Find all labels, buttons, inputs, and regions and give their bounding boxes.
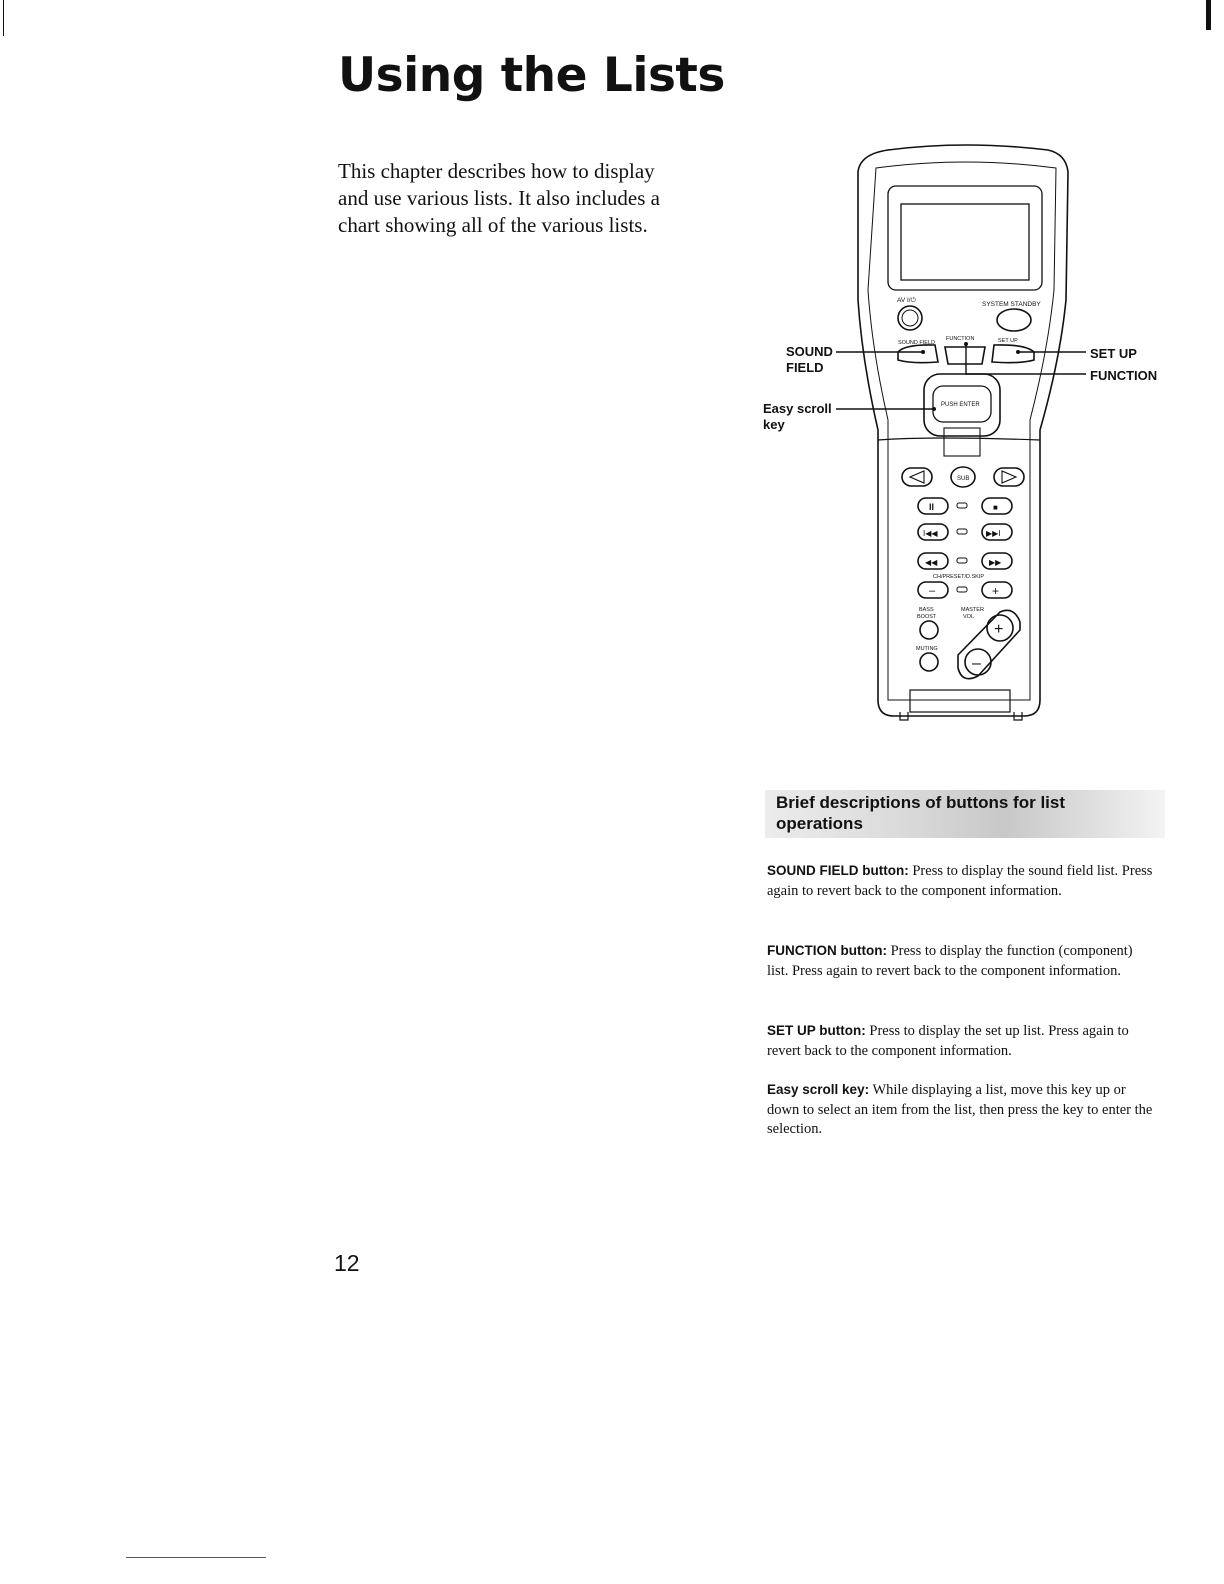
rewind-icon: ◀◀ bbox=[925, 558, 938, 567]
sound-field-description bbox=[767, 861, 1157, 901]
callout-sound-field-line2: FIELD bbox=[786, 360, 824, 375]
push-enter-label: PUSH ENTER bbox=[941, 402, 980, 408]
set-up-small-label: SET UP bbox=[998, 338, 1018, 344]
footer-rule bbox=[126, 1557, 266, 1558]
set-up-button bbox=[992, 345, 1034, 363]
remote-control-illustration bbox=[830, 140, 1170, 730]
callout-sound-field-line1: SOUND bbox=[786, 344, 833, 359]
page-title: Using the Lists bbox=[338, 48, 725, 103]
sound-field-small-label: SOUND FIELD bbox=[898, 340, 935, 346]
sound-field-button bbox=[898, 345, 938, 363]
muting-button bbox=[920, 653, 938, 671]
brief-heading-line2: operations bbox=[776, 814, 863, 833]
brief-descriptions-heading bbox=[765, 790, 1165, 834]
sound-field-text: Press to display the sound field list. Press again to revert back to the component information. bbox=[767, 863, 1153, 899]
callout-easy-scroll-line2: key bbox=[763, 417, 785, 432]
remote-body-outline bbox=[858, 145, 1068, 716]
callout-set-up: SET UP bbox=[1090, 346, 1137, 361]
function-text: Press to display the function (component) list. Press again to revert back to the component information. bbox=[767, 943, 1133, 979]
av-power-label: AV I/⏻ bbox=[897, 297, 916, 304]
ch-minus-icon: – bbox=[929, 585, 936, 597]
easy-scroll-text: While displaying a list, move this key up or down to select an item from the list, then press the key to enter the selection. bbox=[767, 1082, 1153, 1137]
right-button bbox=[994, 468, 1024, 486]
set-up-text: Press to display the set up list. Press again to revert back to the component information. bbox=[767, 1023, 1129, 1059]
next-track-icon: ▶▶I bbox=[986, 529, 1001, 538]
fast-forward-icon: ▶▶ bbox=[989, 558, 1002, 567]
system-standby-label: SYSTEM STANDBY bbox=[982, 301, 1041, 308]
master-vol-label-2: VOL bbox=[963, 614, 975, 620]
lcd-screen-bezel bbox=[888, 186, 1042, 290]
volume-minus-icon: – bbox=[972, 655, 981, 672]
sound-field-term: SOUND FIELD button: bbox=[767, 863, 909, 878]
prev-track-icon: I◀◀ bbox=[923, 529, 938, 538]
callout-easy-scroll-line1: Easy scroll bbox=[763, 401, 832, 416]
callout-function: FUNCTION bbox=[1090, 368, 1158, 383]
ch-plus-icon: + bbox=[992, 584, 1000, 598]
set-up-description bbox=[767, 1021, 1157, 1061]
master-vol-label-1: MASTER bbox=[961, 607, 984, 613]
right-edge-mark bbox=[1206, 0, 1211, 30]
intro-paragraph: This chapter describes how to display and use various lists. It also includes a chart showing all of the various lists. bbox=[338, 159, 660, 237]
brief-heading-line1: Brief descriptions of buttons for list bbox=[776, 793, 1066, 812]
function-term: FUNCTION button: bbox=[767, 943, 887, 958]
bass-boost-button bbox=[920, 621, 938, 639]
page-number: 12 bbox=[334, 1250, 360, 1276]
function-button bbox=[945, 347, 985, 364]
function-small-label: FUNCTION bbox=[946, 336, 975, 342]
system-standby-button bbox=[997, 309, 1031, 331]
ch-preset-skip-label: CH/PRESET/D.SKIP bbox=[933, 574, 985, 580]
easy-scroll-term: Easy scroll key: bbox=[767, 1082, 870, 1097]
brief-descriptions-heading-box bbox=[765, 790, 1165, 838]
easy-scroll-description bbox=[767, 1080, 1157, 1140]
sub-label: SUB bbox=[957, 476, 970, 482]
callout-sound-field bbox=[786, 344, 833, 376]
function-description bbox=[767, 941, 1157, 981]
left-button bbox=[902, 468, 932, 486]
stop-icon: ■ bbox=[993, 503, 998, 512]
bass-boost-label-1: BASS bbox=[919, 607, 934, 613]
pause-icon: II bbox=[929, 502, 935, 512]
volume-plus-icon: + bbox=[994, 621, 1004, 638]
bass-boost-label-2: BOOST bbox=[917, 614, 937, 620]
left-edge-mark bbox=[3, 0, 4, 36]
lcd-screen bbox=[901, 204, 1029, 280]
set-up-term: SET UP button: bbox=[767, 1023, 866, 1038]
callout-easy-scroll bbox=[763, 401, 832, 433]
muting-label: MUTING bbox=[916, 646, 938, 652]
